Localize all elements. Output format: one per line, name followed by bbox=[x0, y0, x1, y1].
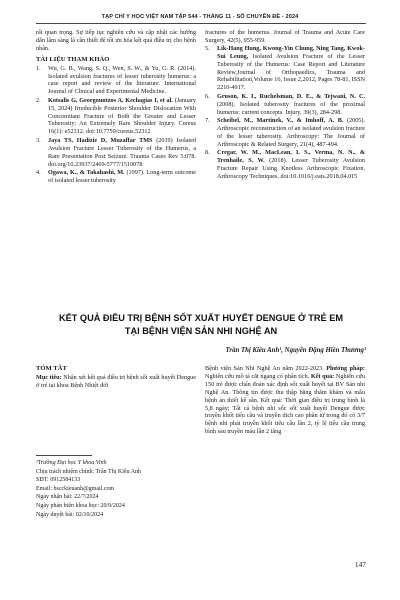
footnote-reviewed: Ngày phản biện khoa học: 20/9/2024 bbox=[36, 502, 125, 509]
reference-number: 7. bbox=[205, 116, 210, 124]
reference-authors: Lik-Hang Hung, Kwong-Yin Chung, Ning Tang, Kwok-Sui Leung, bbox=[217, 44, 365, 60]
references-list-right bbox=[205, 45, 365, 181]
summary-title: TÓM TẮT bbox=[36, 365, 67, 372]
method-text: Nghiên cứu mô tả cắt ngang có phân tích. bbox=[205, 372, 311, 380]
footnote-affiliation: ¹Trường Đại học Y khoa Vinh bbox=[36, 460, 107, 466]
prev-article-conclusion: rất quan trọng. Sự tiếp tục nghiên cứu và cập nhật các hướng dẫn lâm sàng là cần thiết để tối ưu hóa kết quả điều trị cho bệnh nhân. bbox=[36, 29, 196, 52]
article-title bbox=[36, 312, 366, 337]
reference-authors: Gruson, K. I., Ruchelsman, D. E., & Tejwani, N. C. bbox=[217, 92, 365, 100]
page-number: 147 bbox=[354, 560, 366, 569]
reference-text: Wu, G. B., Wang, S. Q., Wen, S. W., & Yu, G. R. (2014). Isolated avulsion fractures of lesser tuberosity humerus: a case report and review of the literature. International Journal of Clinical and Experimental Medicine. bbox=[48, 64, 196, 96]
abstract-left-column bbox=[36, 365, 196, 390]
objective-text: Nhận xét kết quả điều trị bệnh sốt xuất huyết Dengue ở trẻ tại khoa Bệnh Nhiệt đới bbox=[36, 373, 197, 389]
result-label: Kết quả: bbox=[310, 372, 335, 380]
reference-item bbox=[205, 45, 365, 92]
article-title-line: TẠI BỆNH VIỆN SẢN NHI NGHỆ AN bbox=[124, 325, 278, 336]
reference-item bbox=[36, 97, 196, 137]
reference-authors: Ogawa, K., & Takahashi, M. bbox=[48, 168, 125, 176]
reference-item bbox=[36, 169, 196, 185]
references-title: TÀI LIỆU THAM KHẢO bbox=[36, 55, 110, 63]
reference-text: (January 15, 2024) Irreducible Posterior Shoulder Dislocation With Concomitant Fracture of Both the Greater and Lesser Tuberosity: An Extremely Rare Shoulder Injury. Cureus 16(1): e52312. doi:10.7759/cureus.52312 bbox=[48, 96, 196, 136]
reference-item bbox=[205, 149, 365, 181]
footnote-responsible: Chịu trách nhiệm chính: Trần Thị Kiều Anh bbox=[36, 468, 142, 475]
abstract-continuation: Bệnh viện Sản Nhi Nghệ An năm 2022-2023. bbox=[205, 365, 327, 372]
author-footnote bbox=[36, 455, 196, 519]
reference-item bbox=[205, 117, 365, 149]
footnote-rule bbox=[36, 455, 92, 456]
reference-number: 8. bbox=[205, 149, 210, 157]
article-title-line: KẾT QUẢ ĐIỀU TRỊ BỆNH SỐT XUẤT HUYẾT DENGUE Ở TRẺ EM bbox=[59, 313, 343, 323]
abstract-right-column bbox=[205, 365, 365, 436]
reference-number: 4. bbox=[36, 168, 41, 176]
reference-item bbox=[205, 93, 365, 117]
reference-authors: Kotsalis G, Georgountzos A, Kechagias I, et al. bbox=[48, 96, 173, 104]
running-header: TẠP CHÍ Y HỌC VIỆT NAM TẬP 544 - THÁNG 11 - SỐ CHUYÊN ĐỀ - 2024 bbox=[101, 14, 299, 20]
reference-item bbox=[36, 65, 196, 97]
header-rule bbox=[36, 23, 366, 24]
reference-text: (2019) Isolated Avulsion Fracture Lesser Tuberosity of the Humerus, a Rare Presentation Post Seizure. Trauma Cases Rev 5:078. doi.org/10.23937/2469-5777/1510078 bbox=[48, 136, 196, 168]
footnote-phone: SĐT: 0912584133 bbox=[36, 477, 81, 484]
footnote-approved: Ngày duyệt bài: 02/10/2024 bbox=[36, 511, 104, 518]
result-text: Nghiên cứu 150 trẻ được chẩn đoán xác định sốt xuất huyết tại BV Sản nhi Nghệ An. Thông tin được thu thập bằng thăm khám và mẫu bệnh án thiết kế sẵn. Kết quả: Thời gian điều trị trung bình là 5,8 ngày; Tất cả bệnh nhi sốc sốt xuất huyết Dengue được truyền khối tiểu cầu và truyền dịch cao phân tử trong đó có 3/7 bệnh nhi phải truyền khối tiểu cầu lần 2, tỷ lệ tiểu cầu trung bình sau truyền máu lần 2 tăng bbox=[205, 372, 365, 436]
reference-authors: Scheibel, M., Martinek, V., & Imhoff, A. B. bbox=[217, 116, 344, 124]
reference-text: (2005). Arthroscopic reconstruction of an isolated avulsion fracture of the lesser tuberosity. Arthroscopy: The Journal of Arthroscopic & Related Surgery, 21(4), 487-494. bbox=[217, 116, 365, 148]
reference-text: (1997). Long-term outcome of isolated lesser tuberosity bbox=[48, 168, 196, 184]
method-label: Phương pháp: bbox=[326, 365, 365, 372]
reference-text: Isolated Avulsion Fracture of the Lesser Tuberosity of the Humerus: Case Report and Literature Review,Journal of Orthopaedics, Trauma and Rehabilitation,Volume 16, Issue 2,2012, Pages 78-81, ISSN 2210-4917. bbox=[217, 52, 366, 92]
reference-authors: Jaya TS, Hadizie D, Muzaffar TMS bbox=[48, 136, 153, 144]
reference-number: 5. bbox=[205, 44, 210, 52]
reference-item bbox=[36, 137, 196, 169]
prev-article-right-column bbox=[205, 29, 365, 181]
reference-text: (2018). Lesser Tuberosity Avulsion Fracture Repair Using Knotless Arthroscopic Fixation. Arthroscopy Techniques. doi:10.1016/j.eats.2018.04.015 bbox=[217, 157, 366, 180]
reference-text: (2008). Isolated tuberosity fractures of the proximal humerus: current concepts. Injury, 39(3), 284-298. bbox=[217, 100, 365, 116]
prev-article-left-column bbox=[36, 29, 196, 185]
reference-authors: Cregar, W. M., MacLean, I. S., Verma, N. N., & Trenhaile, S. W. bbox=[217, 149, 365, 164]
reference-number: 3. bbox=[36, 136, 41, 144]
footnote-received: Ngày nhận bài: 22/7/2024 bbox=[36, 494, 99, 501]
abstract-objective bbox=[36, 374, 196, 390]
article-authors: Trần Thị Kiều Anh¹, Nguyễn Đặng Hiền Thương¹ bbox=[225, 347, 366, 354]
reference-continuation: fractures of the humerus. Journal of Trauma and Acute Care Surgery, 42(5), 955-959. bbox=[205, 29, 365, 44]
objective-label: Mục tiêu: bbox=[36, 373, 62, 381]
references-list-left bbox=[36, 65, 196, 185]
reference-number: 6. bbox=[205, 92, 210, 100]
footnote-email: Email: bscckieuanh@gmail.com bbox=[36, 485, 115, 492]
reference-number: 1. bbox=[36, 64, 41, 72]
reference-number: 2. bbox=[36, 96, 41, 104]
